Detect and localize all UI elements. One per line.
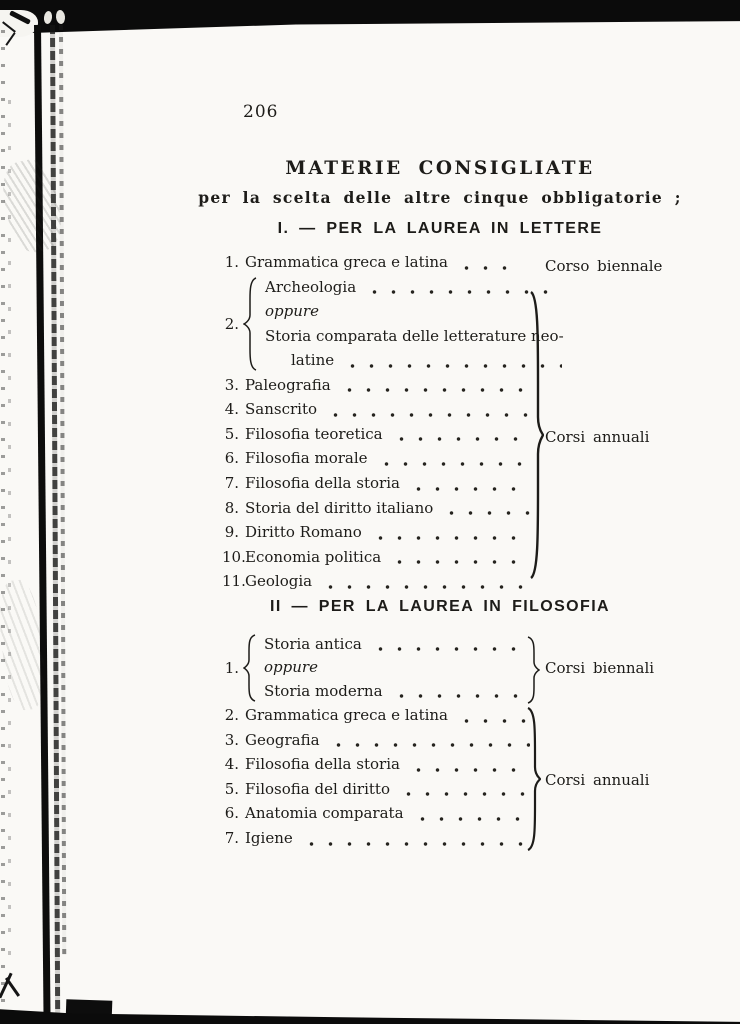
leader-dots	[371, 520, 530, 545]
item-number: 5.	[224, 779, 239, 798]
section-1-heading: I. — PER LA LAUREA IN LETTERE	[277, 220, 603, 237]
leader-dots	[326, 397, 530, 422]
leader-dots	[371, 633, 530, 656]
right-brace	[527, 707, 541, 851]
course-note: Corsi annuali	[545, 428, 650, 446]
leader-dots	[457, 250, 508, 275]
list-item	[222, 373, 532, 398]
item-number: 7.	[224, 473, 239, 492]
list-item	[222, 777, 532, 802]
item-label: Filosofia della storia	[245, 473, 400, 492]
item-label: Filosofia del diritto	[245, 779, 390, 798]
item-number: 11.	[222, 572, 246, 591]
option-label: Storia comparata delle letterature neo-	[265, 326, 564, 345]
list-item	[222, 446, 532, 471]
scan-artifact-pen-mark	[5, 977, 20, 997]
option-line	[265, 275, 564, 300]
leader-dots	[457, 703, 530, 728]
item-label: Paleografia	[245, 375, 331, 394]
list-item	[222, 545, 532, 570]
list-item	[222, 397, 532, 422]
item-label: Grammatica greca e latina	[245, 706, 448, 724]
option-line	[265, 299, 564, 324]
list-item	[222, 569, 532, 594]
leader-dots	[321, 569, 530, 594]
course-note: Corsi annuali	[545, 771, 650, 789]
item-label: Economia politica	[245, 547, 382, 566]
option-line	[265, 348, 564, 373]
option-label: Storia moderna	[264, 681, 383, 700]
list-item	[222, 752, 532, 777]
item-label: Geologia	[245, 572, 313, 591]
section-2-heading: II — PER LA LAUREA IN FILOSOFIA	[270, 598, 610, 615]
leader-dots	[442, 496, 530, 521]
alternative-lines	[257, 275, 564, 373]
list-item	[222, 250, 532, 275]
list-item	[222, 496, 532, 521]
list-item	[222, 520, 532, 545]
item-number: 2.	[224, 314, 239, 333]
scan-artifact-binding-stripe	[59, 25, 66, 955]
section-2-list	[222, 633, 532, 851]
item-number: 4.	[224, 755, 239, 774]
document-subtitle: per la scelta delle altre cinque obbligatorie ;	[198, 188, 682, 207]
course-note: Corsi biennali	[545, 659, 655, 677]
oppure-label: oppure	[265, 302, 319, 321]
leader-dots	[390, 545, 530, 570]
leader-dots	[413, 801, 530, 826]
leader-dots	[377, 446, 530, 471]
section-1-list	[222, 250, 564, 594]
item-number: 1.	[224, 659, 239, 677]
course-note: Corso biennale	[545, 257, 663, 275]
list-item	[222, 826, 532, 851]
item-number: 8.	[224, 498, 239, 517]
item-label: Igiene	[245, 828, 293, 847]
list-item	[222, 801, 532, 826]
item-number: 9.	[224, 523, 239, 542]
item-label: Geografia	[245, 730, 320, 749]
leader-dots	[329, 728, 530, 753]
scan-artifact-top-bar	[0, 0, 740, 34]
item-number: 6.	[224, 449, 239, 468]
option-line	[264, 656, 532, 679]
option-line	[264, 680, 532, 703]
option-line	[264, 633, 532, 656]
option-label: latine	[291, 351, 335, 370]
option-line	[265, 324, 564, 349]
leader-dots	[302, 826, 530, 851]
item-number: 2.	[224, 706, 239, 724]
item-number: 10.	[222, 547, 246, 566]
item-label: Filosofia della storia	[245, 755, 400, 774]
item-label: Storia del diritto italiano	[245, 498, 434, 517]
item-label: Sanscrito	[245, 400, 318, 419]
right-brace	[530, 291, 544, 579]
oppure-label: oppure	[264, 658, 318, 677]
leader-dots	[409, 471, 530, 496]
item-number: 3.	[224, 730, 239, 749]
document-title: MATERIE CONSIGLIATE	[285, 158, 595, 179]
alternative-group	[222, 633, 532, 703]
list-item	[222, 728, 532, 753]
list-item	[222, 471, 532, 496]
item-label: Diritto Romano	[245, 523, 362, 542]
item-number: 5.	[224, 424, 239, 443]
item-label: Grammatica greca e latina	[245, 253, 448, 271]
page-number: 206	[243, 102, 279, 122]
item-number: 3.	[224, 375, 239, 394]
leader-dots	[343, 348, 562, 373]
item-label: Filosofia morale	[245, 449, 368, 468]
item-number: 7.	[224, 828, 239, 847]
leader-dots	[409, 752, 530, 777]
item-label: Anatomia comparata	[245, 804, 404, 823]
alternative-group	[222, 275, 564, 373]
item-number: 6.	[224, 804, 239, 823]
item-label: Filosofia teoretica	[245, 424, 383, 443]
list-item	[222, 703, 532, 728]
option-label: Storia antica	[264, 635, 362, 654]
leader-dots	[399, 777, 530, 802]
item-number: 4.	[224, 400, 239, 419]
left-brace	[243, 634, 256, 702]
item-number: 1.	[224, 253, 239, 271]
leader-dots	[392, 680, 530, 703]
alternative-lines	[256, 633, 532, 703]
right-brace	[527, 636, 540, 704]
leader-dots	[340, 373, 530, 398]
list-item	[222, 422, 532, 447]
left-brace	[243, 277, 257, 371]
leader-dots	[392, 422, 530, 447]
option-label: Archeologia	[265, 277, 357, 296]
